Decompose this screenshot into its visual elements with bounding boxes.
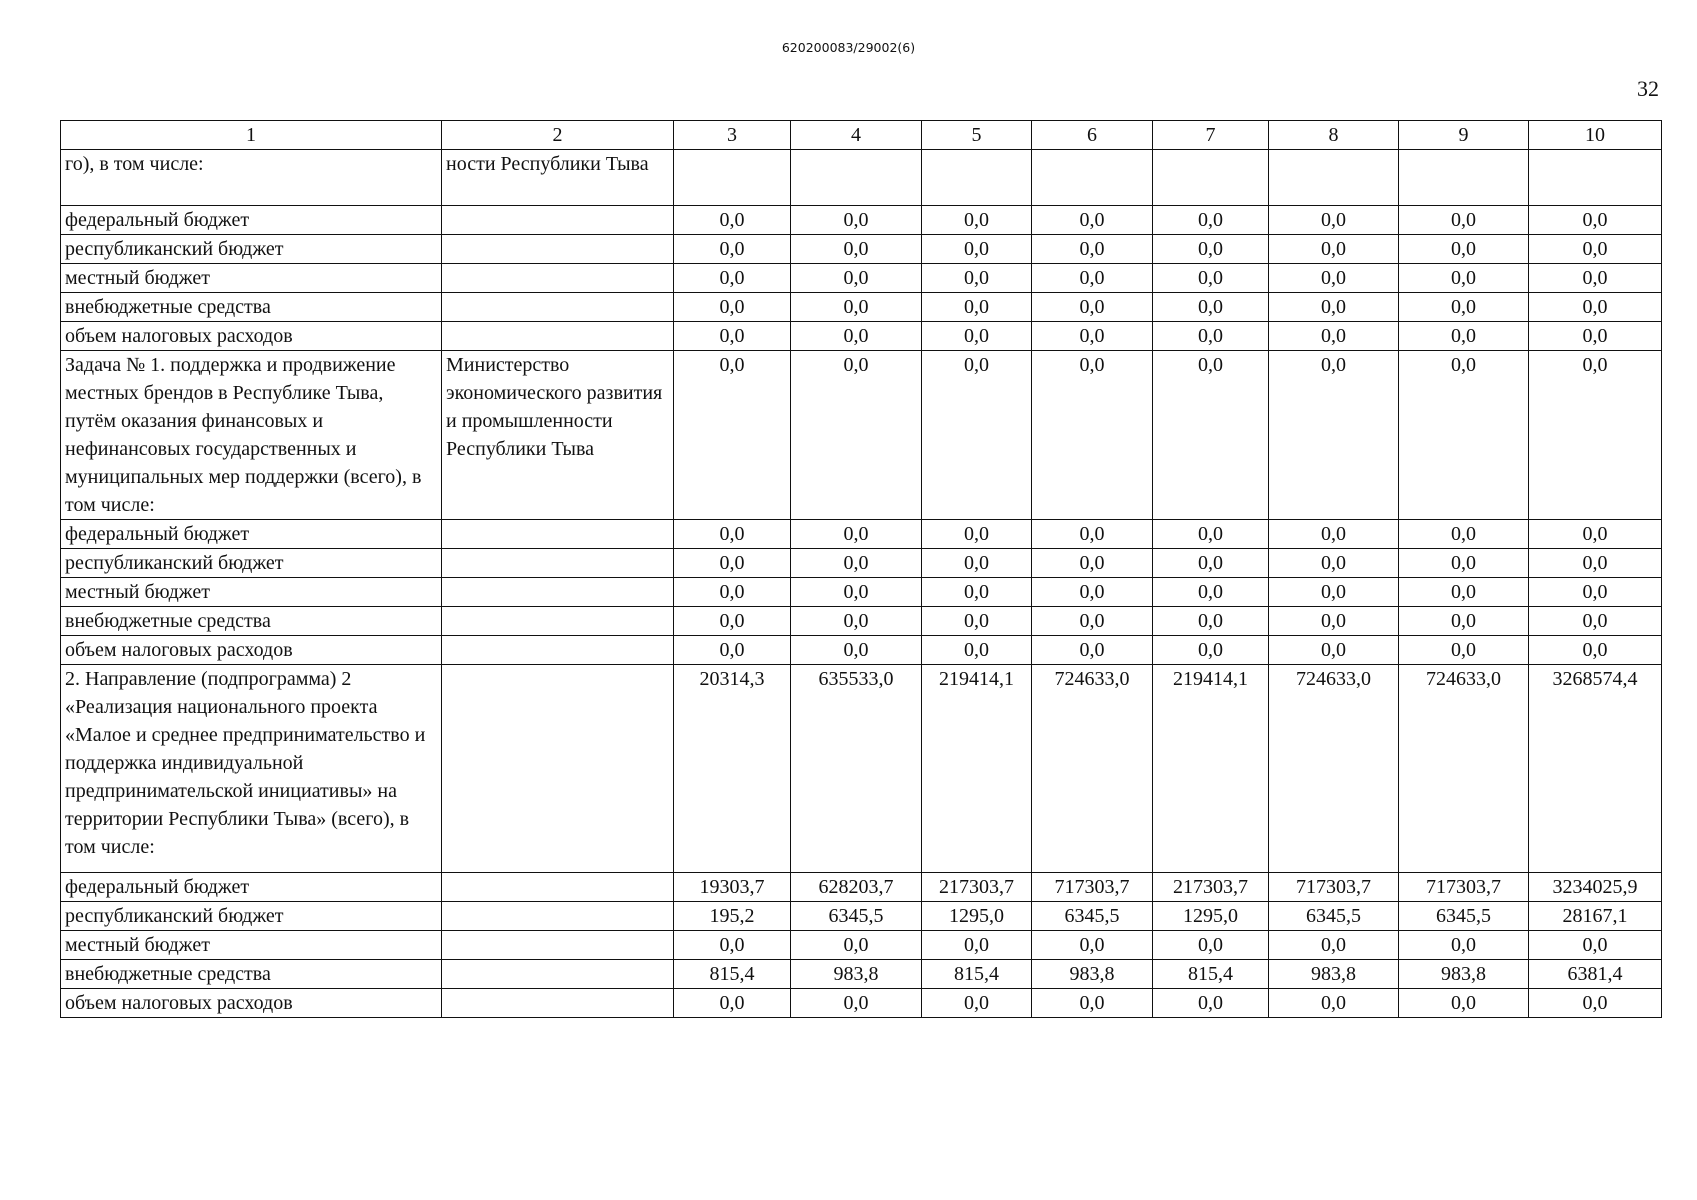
value-cell: 0,0: [922, 931, 1032, 960]
value-cell: 0,0: [1399, 636, 1529, 665]
table-row: [61, 549, 1662, 578]
table-row: [61, 322, 1662, 351]
value-cell: 0,0: [1399, 578, 1529, 607]
value-cell: 0,0: [791, 636, 922, 665]
row-executor: [442, 873, 674, 902]
table-row: [61, 873, 1662, 902]
value-cell: 0,0: [1399, 264, 1529, 293]
row-label: внебюджетные средства: [61, 293, 442, 322]
row-executor: [442, 960, 674, 989]
value-cell: 0,0: [1399, 520, 1529, 549]
value-cell: 815,4: [1153, 960, 1269, 989]
value-cell: 0,0: [1529, 520, 1662, 549]
value-cell: 0,0: [1529, 206, 1662, 235]
value-cell: 0,0: [791, 206, 922, 235]
table-row: [61, 293, 1662, 322]
value-cell: 28167,1: [1529, 902, 1662, 931]
value-cell: 0,0: [791, 520, 922, 549]
value-cell: 0,0: [1529, 578, 1662, 607]
value-cell: 0,0: [922, 322, 1032, 351]
value-cell: 0,0: [1269, 293, 1399, 322]
value-cell: 0,0: [674, 520, 791, 549]
value-cell: 983,8: [1269, 960, 1399, 989]
row-label: республиканский бюджет: [61, 902, 442, 931]
column-header: 6: [1032, 121, 1153, 150]
table-row: [61, 235, 1662, 264]
value-cell: 0,0: [1032, 520, 1153, 549]
value-cell: 0,0: [674, 578, 791, 607]
value-cell: 219414,1: [1153, 665, 1269, 873]
row-label: объем налоговых расходов: [61, 636, 442, 665]
value-cell: 0,0: [1032, 607, 1153, 636]
row-label: федеральный бюджет: [61, 520, 442, 549]
value-cell: 0,0: [1269, 989, 1399, 1018]
value-cell: 0,0: [1399, 351, 1529, 520]
row-label: республиканский бюджет: [61, 235, 442, 264]
value-cell: 0,0: [791, 607, 922, 636]
value-cell: 983,8: [1032, 960, 1153, 989]
value-cell: 6345,5: [791, 902, 922, 931]
value-cell: 0,0: [1529, 636, 1662, 665]
value-cell: 0,0: [1399, 607, 1529, 636]
table-header-row: [61, 121, 1662, 150]
value-cell: 0,0: [1269, 549, 1399, 578]
row-label: внебюджетные средства: [61, 960, 442, 989]
value-cell: 0,0: [1153, 931, 1269, 960]
value-cell: 3234025,9: [1529, 873, 1662, 902]
value-cell: 0,0: [1032, 549, 1153, 578]
table-row: [61, 520, 1662, 549]
value-cell: 0,0: [674, 931, 791, 960]
value-cell: 1295,0: [922, 902, 1032, 931]
value-cell: 0,0: [1153, 264, 1269, 293]
row-executor: [442, 520, 674, 549]
value-cell: 0,0: [791, 322, 922, 351]
value-cell: 0,0: [1529, 293, 1662, 322]
value-cell: 0,0: [674, 322, 791, 351]
row-executor: [442, 902, 674, 931]
value-cell: 0,0: [922, 520, 1032, 549]
row-label: внебюджетные средства: [61, 607, 442, 636]
value-cell: 0,0: [1032, 931, 1153, 960]
row-label: местный бюджет: [61, 931, 442, 960]
value-cell: 0,0: [1032, 206, 1153, 235]
value-cell: 0,0: [1529, 235, 1662, 264]
value-cell: 0,0: [791, 264, 922, 293]
value-cell: 0,0: [1529, 351, 1662, 520]
value-cell: 0,0: [674, 293, 791, 322]
value-cell: 0,0: [1399, 322, 1529, 351]
table-row: [61, 989, 1662, 1018]
value-cell: 628203,7: [791, 873, 922, 902]
row-label: федеральный бюджет: [61, 206, 442, 235]
row-label: го), в том числе:: [61, 150, 442, 206]
column-header: 2: [442, 121, 674, 150]
row-executor: Министерство экономического развития и промышленности Республики Тыва: [442, 351, 674, 520]
value-cell: 0,0: [1269, 235, 1399, 264]
value-cell: 0,0: [1153, 578, 1269, 607]
row-executor: [442, 931, 674, 960]
row-label: объем налоговых расходов: [61, 322, 442, 351]
value-cell: 0,0: [922, 636, 1032, 665]
row-label: местный бюджет: [61, 264, 442, 293]
value-cell: 0,0: [922, 351, 1032, 520]
value-cell: 0,0: [1269, 322, 1399, 351]
value-cell: 0,0: [1153, 206, 1269, 235]
value-cell: 0,0: [1153, 549, 1269, 578]
value-cell: 717303,7: [1399, 873, 1529, 902]
value-cell: 0,0: [1269, 351, 1399, 520]
value-cell: 0,0: [922, 607, 1032, 636]
value-cell: 217303,7: [1153, 873, 1269, 902]
value-cell: 0,0: [922, 264, 1032, 293]
row-executor: [442, 235, 674, 264]
value-cell: 0,0: [1529, 989, 1662, 1018]
value-cell: 0,0: [1032, 636, 1153, 665]
value-cell: 724633,0: [1032, 665, 1153, 873]
value-cell: 6345,5: [1269, 902, 1399, 931]
budget-table: [60, 120, 1662, 1018]
value-cell: 195,2: [674, 902, 791, 931]
value-cell: 0,0: [791, 931, 922, 960]
value-cell: 815,4: [922, 960, 1032, 989]
value-cell: 0,0: [791, 549, 922, 578]
value-cell: 0,0: [1032, 293, 1153, 322]
row-executor: [442, 989, 674, 1018]
value-cell: 0,0: [1032, 264, 1153, 293]
value-cell: 0,0: [674, 989, 791, 1018]
value-cell: 217303,7: [922, 873, 1032, 902]
table-row: [61, 264, 1662, 293]
value-cell: [1529, 150, 1662, 206]
value-cell: [1399, 150, 1529, 206]
value-cell: 717303,7: [1032, 873, 1153, 902]
value-cell: 0,0: [791, 989, 922, 1018]
value-cell: [1269, 150, 1399, 206]
value-cell: 0,0: [791, 293, 922, 322]
column-header: 5: [922, 121, 1032, 150]
value-cell: 0,0: [674, 549, 791, 578]
column-header: 9: [1399, 121, 1529, 150]
row-executor: [442, 549, 674, 578]
value-cell: 0,0: [922, 235, 1032, 264]
value-cell: 0,0: [1399, 549, 1529, 578]
table-row: [61, 960, 1662, 989]
value-cell: 0,0: [1153, 351, 1269, 520]
value-cell: 0,0: [1032, 235, 1153, 264]
value-cell: 0,0: [1269, 607, 1399, 636]
value-cell: 724633,0: [1269, 665, 1399, 873]
value-cell: 0,0: [674, 636, 791, 665]
table-row: [61, 931, 1662, 960]
value-cell: 0,0: [674, 235, 791, 264]
table-row: [61, 351, 1662, 520]
column-header: 3: [674, 121, 791, 150]
value-cell: 0,0: [922, 293, 1032, 322]
table-row: [61, 578, 1662, 607]
table-row: [61, 902, 1662, 931]
value-cell: 0,0: [1153, 636, 1269, 665]
value-cell: 0,0: [674, 351, 791, 520]
value-cell: 815,4: [674, 960, 791, 989]
value-cell: 0,0: [1529, 607, 1662, 636]
value-cell: 0,0: [674, 206, 791, 235]
value-cell: 0,0: [922, 549, 1032, 578]
column-header: 8: [1269, 121, 1399, 150]
row-executor: [442, 264, 674, 293]
row-executor: [442, 322, 674, 351]
value-cell: [1032, 150, 1153, 206]
row-executor: [442, 293, 674, 322]
table-row: [61, 665, 1662, 873]
column-header: 7: [1153, 121, 1269, 150]
value-cell: 0,0: [1399, 931, 1529, 960]
value-cell: 0,0: [1529, 931, 1662, 960]
value-cell: 19303,7: [674, 873, 791, 902]
value-cell: [1153, 150, 1269, 206]
document-id: 620200083/29002(6): [781, 40, 916, 55]
value-cell: 0,0: [922, 206, 1032, 235]
table-row: [61, 206, 1662, 235]
value-cell: 635533,0: [791, 665, 922, 873]
column-header: 4: [791, 121, 922, 150]
value-cell: 983,8: [1399, 960, 1529, 989]
value-cell: 0,0: [1529, 549, 1662, 578]
value-cell: 6345,5: [1399, 902, 1529, 931]
value-cell: 0,0: [1269, 264, 1399, 293]
row-label: 2. Направление (подпрограмма) 2 «Реализация национального проекта «Малое и среднее предпринимательство и поддержка индивидуальной предпринимательской инициативы» на территории Республики Тыва» (всего), в том числе:: [61, 665, 442, 873]
column-header: 10: [1529, 121, 1662, 150]
value-cell: 0,0: [1153, 989, 1269, 1018]
value-cell: 0,0: [1529, 322, 1662, 351]
value-cell: 0,0: [1399, 206, 1529, 235]
row-label: Задача № 1. поддержка и продвижение местных брендов в Республике Тыва, путём оказания финансовых и нефинансовых государственных и муниципальных мер поддержки (всего), в том числе:: [61, 351, 442, 520]
value-cell: 0,0: [674, 264, 791, 293]
value-cell: 0,0: [1529, 264, 1662, 293]
value-cell: 0,0: [1269, 931, 1399, 960]
column-header: 1: [61, 121, 442, 150]
value-cell: 20314,3: [674, 665, 791, 873]
value-cell: 0,0: [1032, 989, 1153, 1018]
value-cell: 0,0: [791, 351, 922, 520]
value-cell: 0,0: [674, 607, 791, 636]
value-cell: 6345,5: [1032, 902, 1153, 931]
table-row: [61, 607, 1662, 636]
row-executor: [442, 607, 674, 636]
value-cell: 1295,0: [1153, 902, 1269, 931]
value-cell: [674, 150, 791, 206]
value-cell: 0,0: [1399, 989, 1529, 1018]
value-cell: 0,0: [1399, 293, 1529, 322]
value-cell: 0,0: [1153, 607, 1269, 636]
value-cell: 717303,7: [1269, 873, 1399, 902]
row-label: республиканский бюджет: [61, 549, 442, 578]
value-cell: 0,0: [1399, 235, 1529, 264]
row-label: федеральный бюджет: [61, 873, 442, 902]
value-cell: 0,0: [1153, 520, 1269, 549]
row-executor: [442, 578, 674, 607]
value-cell: 0,0: [1153, 293, 1269, 322]
row-executor: [442, 636, 674, 665]
value-cell: 6381,4: [1529, 960, 1662, 989]
value-cell: 0,0: [1153, 235, 1269, 264]
value-cell: 0,0: [791, 578, 922, 607]
value-cell: [922, 150, 1032, 206]
value-cell: 0,0: [1032, 322, 1153, 351]
row-executor: ности Республики Тыва: [442, 150, 674, 206]
value-cell: 0,0: [1032, 578, 1153, 607]
value-cell: [791, 150, 922, 206]
value-cell: 0,0: [922, 578, 1032, 607]
value-cell: 0,0: [1269, 636, 1399, 665]
value-cell: 219414,1: [922, 665, 1032, 873]
row-label: местный бюджет: [61, 578, 442, 607]
value-cell: 0,0: [1269, 206, 1399, 235]
value-cell: 0,0: [791, 235, 922, 264]
row-executor: [442, 206, 674, 235]
value-cell: 0,0: [1269, 578, 1399, 607]
value-cell: 724633,0: [1399, 665, 1529, 873]
budget-table-body: [61, 121, 1662, 1018]
table-row: [61, 636, 1662, 665]
value-cell: 983,8: [791, 960, 922, 989]
value-cell: 3268574,4: [1529, 665, 1662, 873]
page-number: 32: [1637, 76, 1659, 101]
value-cell: 0,0: [1269, 520, 1399, 549]
value-cell: 0,0: [1032, 351, 1153, 520]
table-row: [61, 150, 1662, 206]
row-label: объем налоговых расходов: [61, 989, 442, 1018]
row-executor: [442, 665, 674, 873]
value-cell: 0,0: [922, 989, 1032, 1018]
value-cell: 0,0: [1153, 322, 1269, 351]
